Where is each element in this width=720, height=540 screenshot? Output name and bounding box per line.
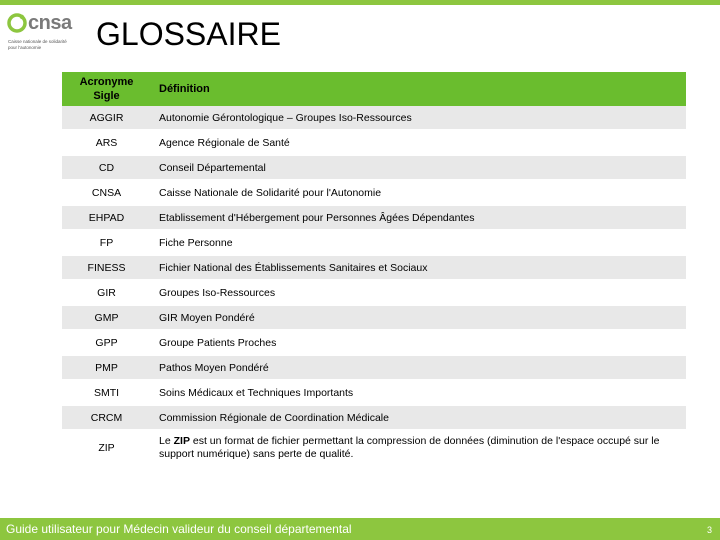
- cnsa-logo-icon: [6, 12, 28, 34]
- table-row: [62, 305, 686, 330]
- row-definition: Groupes Iso-Ressources: [151, 280, 686, 305]
- footer-bar: [0, 518, 720, 540]
- table-row: [62, 380, 686, 405]
- row-acronym: EHPAD: [62, 205, 151, 230]
- row-acronym: CNSA: [62, 180, 151, 205]
- row-definition: Autonomie Gérontologique – Groupes Iso-Ressources: [151, 106, 686, 130]
- header-acronym: Acronyme Sigle: [62, 72, 151, 106]
- table-row: [62, 205, 686, 230]
- row-definition: GIR Moyen Pondéré: [151, 305, 686, 330]
- page-number: 3: [706, 525, 712, 535]
- row-definition: Fichier National des Établissements Sanitaires et Sociaux: [151, 255, 686, 280]
- table-row: [62, 355, 686, 380]
- row-acronym: GMP: [62, 305, 151, 330]
- table-row: [62, 130, 686, 155]
- table-row: [62, 155, 686, 180]
- row-acronym: PMP: [62, 355, 151, 380]
- footer-title: Guide utilisateur pour Médecin valideur du conseil départemental: [6, 522, 352, 536]
- row-definition: Groupe Patients Proches: [151, 330, 686, 355]
- row-definition: Soins Médicaux et Techniques Importants: [151, 380, 686, 405]
- row-definition: Commission Régionale de Coordination Médicale: [151, 405, 686, 430]
- row-acronym: FINESS: [62, 255, 151, 280]
- row-acronym: GPP: [62, 330, 151, 355]
- row-definition: Caisse Nationale de Solidarité pour l'Autonomie: [151, 180, 686, 205]
- table-row: [62, 430, 686, 466]
- row-definition: Agence Régionale de Santé: [151, 130, 686, 155]
- table-row: [62, 280, 686, 305]
- zip-definition-suffix: est un format de fichier permettant la compression de données (diminution de l'espace occupé sur le support numérique) sans perte de qualité.: [159, 435, 660, 460]
- row-acronym: ZIP: [62, 430, 151, 466]
- table-row: [62, 230, 686, 255]
- zip-definition-bold: ZIP: [173, 435, 190, 447]
- row-acronym: CRCM: [62, 405, 151, 430]
- table-row: [62, 330, 686, 355]
- row-acronym: ARS: [62, 130, 151, 155]
- logo-text: cnsa: [28, 12, 72, 34]
- row-acronym: SMTI: [62, 380, 151, 405]
- table-header-row: [62, 72, 686, 106]
- logo-tagline: Caisse nationale de solidarité pour l'autonomie: [8, 39, 67, 50]
- row-acronym: CD: [62, 155, 151, 180]
- cnsa-logo: [4, 10, 72, 54]
- row-acronym: AGGIR: [62, 106, 151, 130]
- row-acronym: GIR: [62, 280, 151, 305]
- row-definition: [151, 430, 686, 466]
- row-definition: Fiche Personne: [151, 230, 686, 255]
- header-definition: Définition: [151, 72, 686, 106]
- page-title: GLOSSAIRE: [96, 16, 281, 52]
- glossary-table: [62, 72, 686, 467]
- table-row: [62, 255, 686, 280]
- row-definition: Etablissement d'Hébergement pour Personnes Âgées Dépendantes: [151, 205, 686, 230]
- table-row: [62, 106, 686, 130]
- row-acronym: FP: [62, 230, 151, 255]
- row-definition: Pathos Moyen Pondéré: [151, 355, 686, 380]
- top-accent-bar: [0, 0, 720, 5]
- zip-definition-prefix: Le: [159, 435, 174, 447]
- row-definition: Conseil Départemental: [151, 155, 686, 180]
- glossary-body: [62, 106, 686, 466]
- table-row: [62, 180, 686, 205]
- table-row: [62, 405, 686, 430]
